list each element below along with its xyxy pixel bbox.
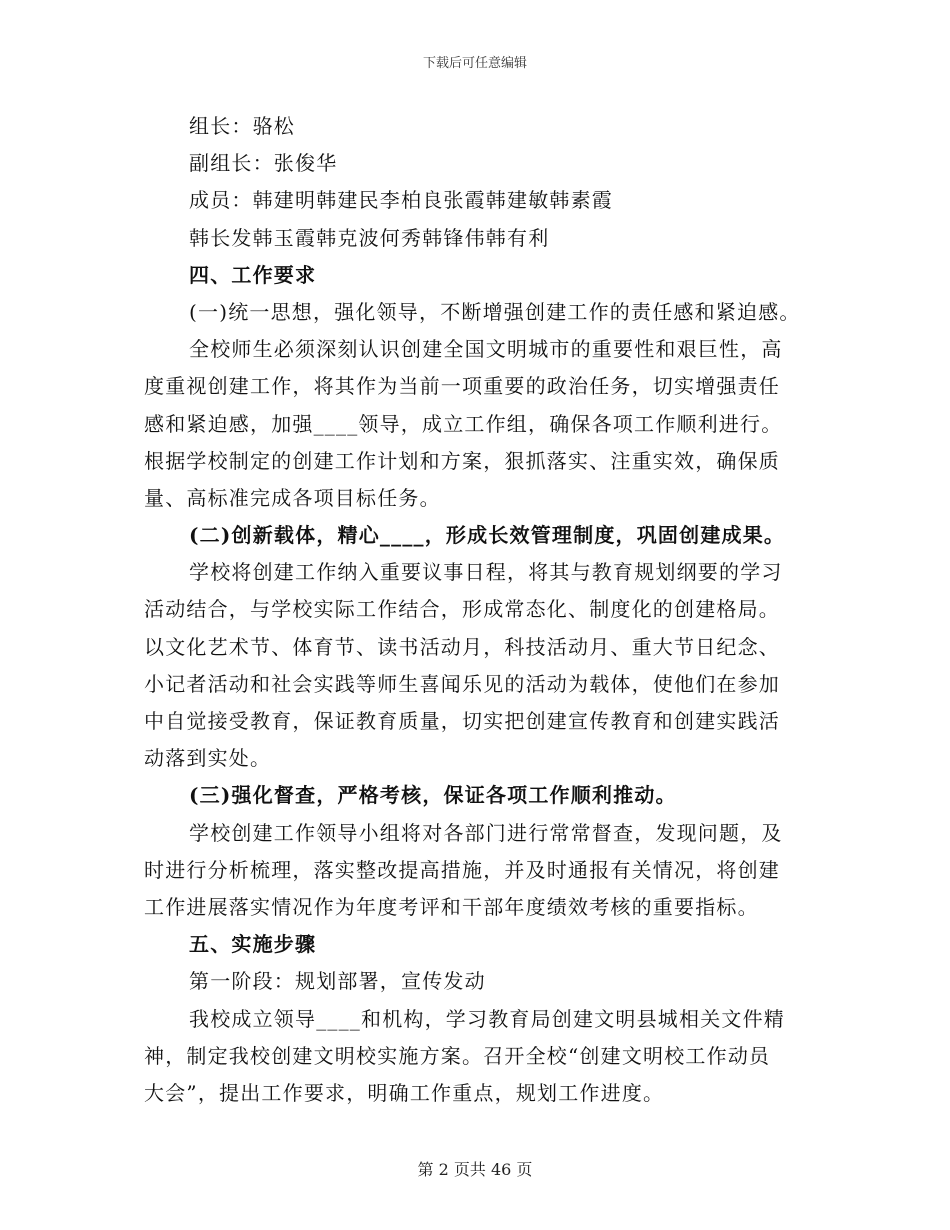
text-line: 感和紧迫感，加强____领导，成立工作组，确保各项工作顺利进行。: [144, 411, 783, 436]
text-line: 中自觉接受教育，保证教育质量，切实把创建宣传教育和创建实践活: [144, 709, 780, 733]
text-line: 组长：骆松: [189, 114, 295, 138]
section-heading: 五、实施步骤: [189, 932, 317, 957]
text-line: 小记者活动和社会实践等师生喜闻乐见的活动为载体，使他们在参加: [144, 671, 780, 696]
text-line: 以文化艺术节、体育节、读书活动月，科技活动月、重大节日纪念、: [144, 634, 780, 659]
text-line: 动落到实处。: [144, 746, 272, 771]
text-line: 副组长：张俊华: [189, 151, 338, 176]
text-line: 全校师生必须深刻认识创建全国文明城市的重要性和艰巨性，高: [189, 337, 783, 362]
text-line: 韩长发韩玉霞韩克波何秀韩锋伟韩有利: [189, 225, 550, 250]
text-line: 大会”，提出工作要求，明确工作重点，规划工作进度。: [144, 1080, 665, 1105]
text-line: 第一阶段：规划部署，宣传发动: [189, 969, 486, 994]
text-line: 量、高标准完成各项目标任务。: [144, 485, 441, 510]
text-line: 活动结合，与学校实际工作结合，形成常态化、制度化的创建格局。: [144, 597, 780, 622]
page-header: 下载后可任意编辑: [422, 56, 527, 71]
document-body: [144, 108, 804, 1112]
section-heading: (二)创新载体，精心____，形成长效管理制度，巩固创建成果。: [189, 523, 786, 548]
text-line: 神，制定我校创建文明校实施方案。召开全校“创建文明校工作动员: [144, 1043, 771, 1068]
text-line: 学校创建工作领导小组将对各部门进行常常督查，发现问题，及: [189, 820, 783, 845]
text-line: 我校成立领导____和机构，学习教育局创建文明县城相关文件精: [189, 1006, 785, 1031]
text-line: 工作进展落实情况作为年度考评和干部年度绩效考核的重要指标。: [144, 894, 759, 919]
page-number: 第 2 页共 46 页: [417, 1160, 533, 1179]
text-line: 成员：韩建明韩建民李柏良张霞韩建敏韩素霞: [189, 188, 613, 213]
text-line: (一)统一思想，强化领导，不断增强创建工作的责任感和紧迫感。: [189, 299, 801, 324]
text-line: 学校将创建工作纳入重要议事日程，将其与教育规划纲要的学习: [189, 560, 783, 585]
text-line: 度重视创建工作，将其作为当前一项重要的政治任务，切实增强责任: [144, 374, 780, 399]
section-heading: (三)强化督查，严格考核，保证各项工作顺利推动。: [189, 783, 677, 808]
section-heading: 四、工作要求: [189, 262, 317, 287]
text-line: 根据学校制定的创建工作计划和方案，狠抓落实、注重实效，确保质: [144, 448, 780, 473]
text-line: 时进行分析梳理，落实整改提高措施，并及时通报有关情况，将创建: [144, 857, 780, 882]
